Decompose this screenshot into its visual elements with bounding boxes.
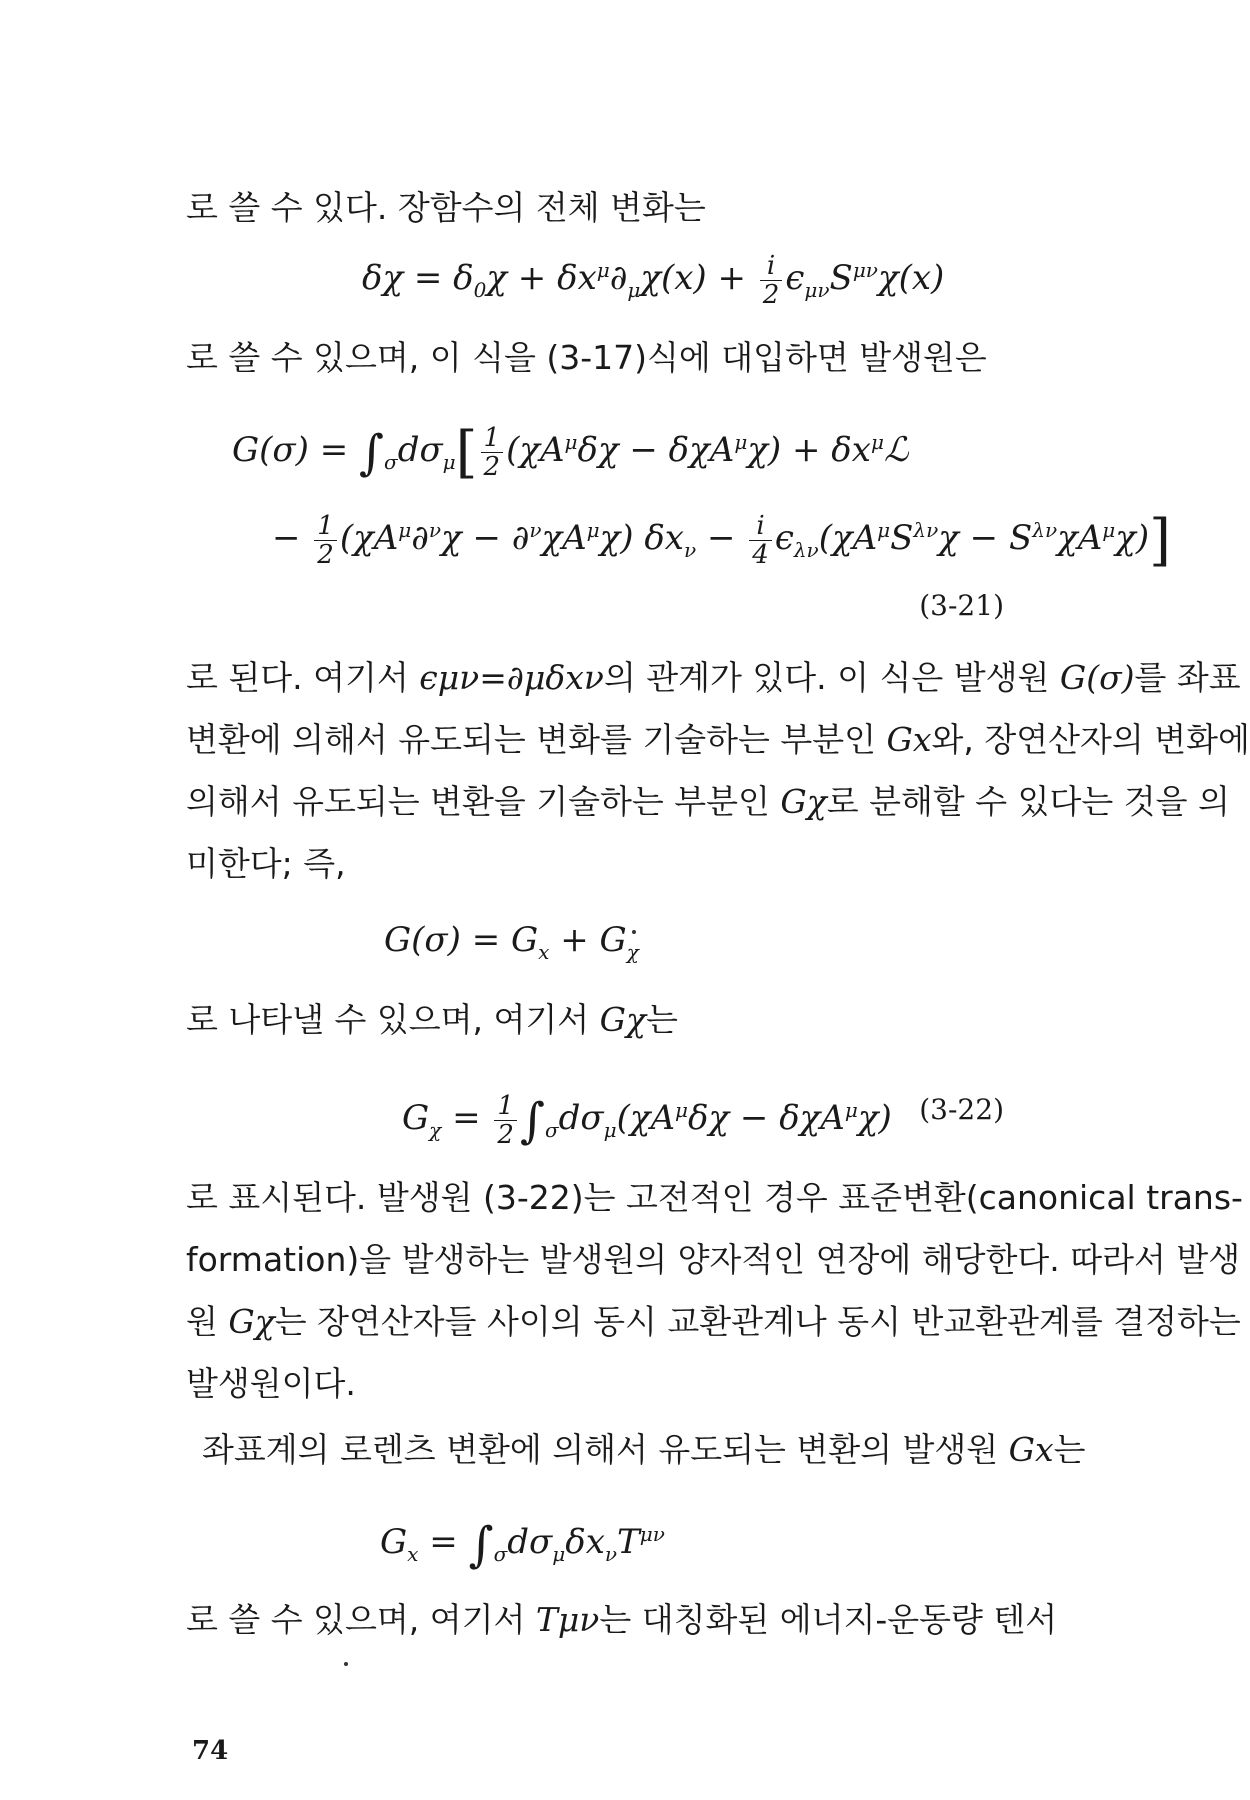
- math-G-sigma: G(σ): [1059, 658, 1135, 697]
- equation-delta-chi: $\delta\chi = \delta_0\chi + \delta x^\mu\partial_\mu\chi(x)$ + $\frac{i}{2}$ $\epsilon_{\mu\nu}S^{\mu\nu}\chi(x)$: [362, 250, 945, 310]
- text-segment: 를 좌표: [1134, 658, 1241, 697]
- text-line-7: [186, 990, 1032, 1050]
- stray-dot: [344, 1662, 348, 1666]
- text-line-10: [186, 1292, 1241, 1352]
- text-segment: 변환에 의해서 유도되는 변화를 기술하는 부분인: [186, 720, 887, 759]
- text-segment: 좌표계의 로렌츠 변환에 의해서 유도되는 변환의 발생원: [202, 1430, 1009, 1469]
- text-line-5: [186, 772, 1230, 832]
- text-line-4: [186, 710, 1250, 770]
- text-segment: 는: [645, 1000, 678, 1039]
- math-eps-relation: ϵμν=∂μδxν: [419, 658, 604, 697]
- text-line-13: [186, 1590, 1058, 1650]
- text-segment: 로 나타낼 수 있으며, 여기서: [186, 1000, 600, 1039]
- text-line-3: [186, 648, 1241, 708]
- text-line-8: 로 표시된다. 발생원 (3-22)는 고전적인 경우 표준변환(canonical trans-: [186, 1178, 1243, 1217]
- page-number: 74: [192, 1736, 229, 1766]
- math-Gx: Gx: [886, 720, 932, 759]
- text-segment: 는 대칭화된 에너지-운동량 텐서: [599, 1600, 1058, 1639]
- equation-G-sigma-line2: − $\frac{1}{2}$ $(\chi A^\mu\partial^\nu\chi - \partial^\nu\chi A^\mu\chi) \delta x_\nu$ − $\frac{i}{4}$ $\epsilon_{\lambda\nu}(\chi A^\mu S^{\lambda\nu}\chi - S^{\lambda\nu}\chi A^\mu\chi)$]: [272, 508, 1171, 573]
- equation-number-3-21: (3-21): [919, 589, 1004, 622]
- math-Gchi: Gχ: [599, 1000, 646, 1039]
- text-segment: 로 분해할 수 있다는 것을 의: [826, 782, 1230, 821]
- math-Gchi: Gχ: [228, 1302, 275, 1341]
- text-line-2: 로 쓸 수 있으며, 이 식을 (3-17)식에 대입하면 발생원은: [186, 338, 987, 377]
- text-segment: 로 쓸 수 있으며, 여기서: [186, 1600, 536, 1639]
- stray-dot: [632, 930, 636, 934]
- math-Gx: Gx: [1008, 1430, 1054, 1469]
- text-segment: 로 된다. 여기서: [186, 658, 420, 697]
- text-line-1: 로 쓸 수 있다. 장함수의 전체 변화는: [186, 188, 706, 227]
- text-segment: 원: [186, 1302, 229, 1341]
- text-segment: 는: [1053, 1430, 1086, 1469]
- text-segment: 와, 장연산자의 변화에: [931, 720, 1250, 759]
- equation-G-sigma-line1: $G(\sigma) = \int_\sigma d\sigma_\mu$[ $\frac{1}{2}$ $(\chi A^\mu\delta\chi - \delta\chi A^\mu\chi)$ + $\delta x^\mu ℒ$: [232, 420, 909, 485]
- text-line-9: formation)을 발생하는 발생원의 양자적인 연장에 해당한다. 따라서 발생: [186, 1240, 1241, 1279]
- math-Gchi: Gχ: [780, 782, 827, 821]
- equation-Gchi: $G_\chi$ = $\frac{1}{2}$ $\int_\sigma d\sigma_\mu(\chi A^\mu\delta\chi - \delta\chi A^\mu\chi)$: [402, 1090, 892, 1150]
- text-line-11: 발생원이다.: [186, 1364, 356, 1403]
- equation-Gx: $G_x = \int_\sigma d\sigma_\mu\delta x_\nu T^{\mu\nu}$: [380, 1517, 665, 1573]
- text-segment: 의해서 유도되는 변환을 기술하는 부분인: [186, 782, 781, 821]
- equation-G-decomposition: $G(\sigma) = G_x + G_\chi$: [384, 920, 639, 964]
- text-segment: 의 관계가 있다. 이 식은 발생원: [603, 658, 1060, 697]
- text-segment: 는 장연산자들 사이의 동시 교환관계나 동시 반교환관계를 결정하는: [274, 1302, 1241, 1341]
- math-Tmunu: Tμν: [535, 1600, 600, 1639]
- text-line-6: 미한다; 즉,: [186, 844, 346, 883]
- equation-number-3-22: (3-22): [919, 1093, 1004, 1126]
- text-line-12: [202, 1420, 1086, 1480]
